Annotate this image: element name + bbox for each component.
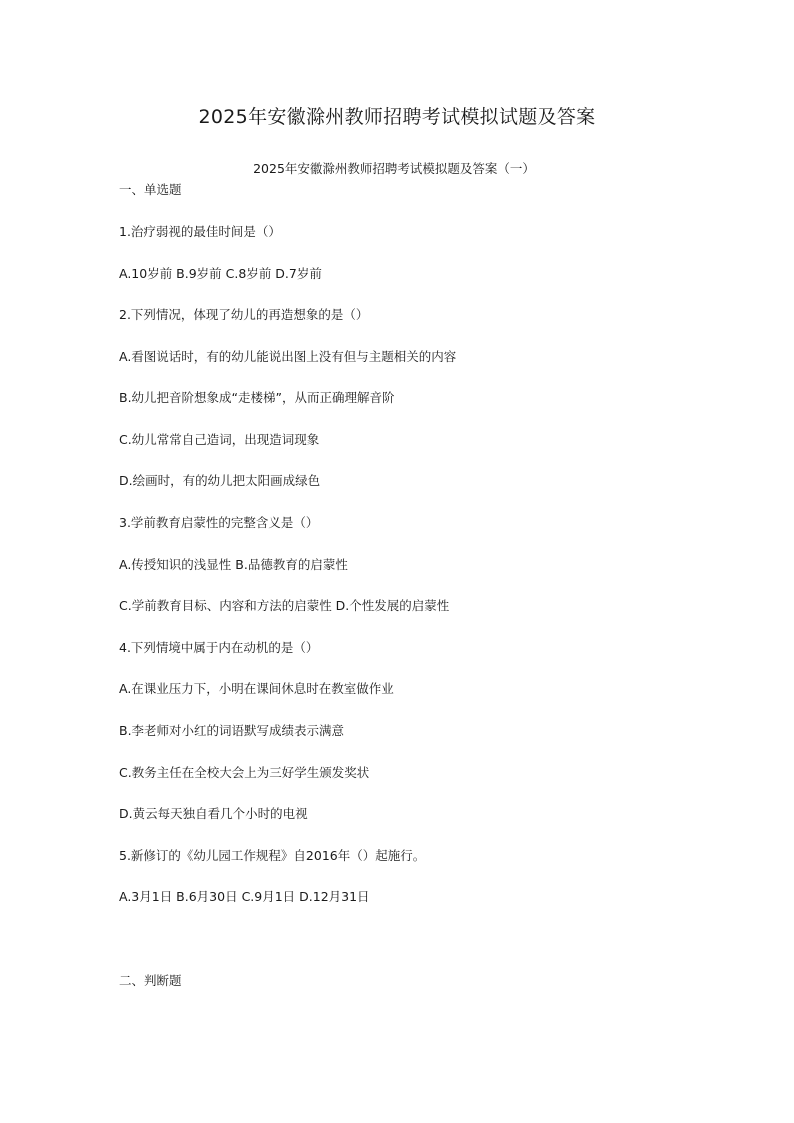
question-4-stem: 4.下列情境中属于内在动机的是（） — [119, 640, 319, 655]
question-5-options: A.3月1日 B.6月30日 C.9月1日 D.12月31日 — [119, 889, 370, 904]
section-heading-single-choice: 一、单选题 — [119, 182, 182, 197]
question-4-option-c: C.教务主任在全校大会上为三好学生颁发奖状 — [119, 765, 370, 780]
question-4-option-b: B.李老师对小红的词语默写成绩表示满意 — [119, 723, 345, 738]
question-3-options-cd: C.学前教育目标、内容和方法的启蒙性 D.个性发展的启蒙性 — [119, 598, 450, 613]
question-1-options: A.10岁前 B.9岁前 C.8岁前 D.7岁前 — [119, 266, 322, 281]
question-2-option-b: B.幼儿把音阶想象成“走楼梯”，从而正确理解音阶 — [119, 390, 395, 405]
question-5-stem: 5.新修订的《幼儿园工作规程》自2016年（）起施行。 — [119, 848, 426, 863]
page-subtitle: 2025年安徽滁州教师招聘考试模拟题及答案（一） — [253, 161, 535, 176]
question-4-option-d: D.黄云每天独自看几个小时的电视 — [119, 806, 308, 821]
question-4-option-a: A.在课业压力下，小明在课间休息时在教室做作业 — [119, 681, 394, 696]
question-2-stem: 2.下列情况，体现了幼儿的再造想象的是（） — [119, 307, 369, 322]
question-3-options-ab: A.传授知识的浅显性 B.品德教育的启蒙性 — [119, 557, 348, 572]
page-title: 2025年安徽滁州教师招聘考试模拟试题及答案 — [198, 106, 596, 128]
question-1-stem: 1.治疗弱视的最佳时间是（） — [119, 224, 281, 239]
section-heading-true-false: 二、判断题 — [119, 973, 182, 988]
question-2-option-a: A.看图说话时，有的幼儿能说出图上没有但与主题相关的内容 — [119, 349, 457, 364]
question-2-option-d: D.绘画时，有的幼儿把太阳画成绿色 — [119, 473, 321, 488]
question-3-stem: 3.学前教育启蒙性的完整含义是（） — [119, 515, 319, 530]
question-2-option-c: C.幼儿常常自己造词，出现造词现象 — [119, 432, 320, 447]
